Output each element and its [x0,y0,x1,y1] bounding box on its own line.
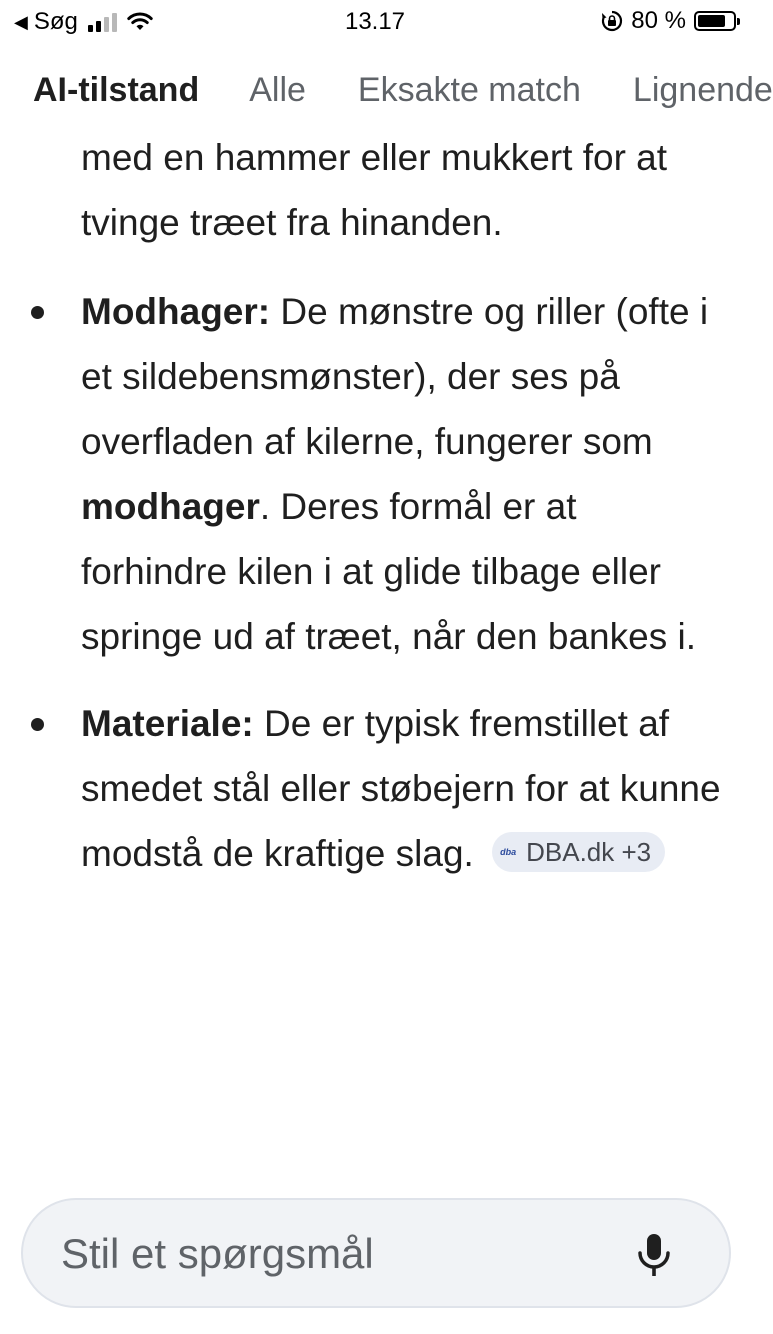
source-chip[interactable] [492,832,665,872]
answer-paragraph: med en hammer eller mukkert for at tvinge træet fra hinanden. [81,137,668,243]
source-chip-label: DBA.dk +3 [526,837,652,868]
list-item [0,279,750,669]
dba-logo-icon: dba [500,846,517,857]
clock: 13.17 [344,8,406,35]
back-label: Søg [33,8,78,35]
microphone-icon[interactable] [637,1233,671,1277]
bullet-text: De mønstre og riller (ofte i et sildebensmønster), der ses på overfladen af kilerne, fungerer som [81,291,709,462]
bullet-bold-text: modhager [81,486,260,527]
bullet-dot [31,718,44,731]
status-right [601,7,736,35]
list-item [0,691,750,886]
bullet-text: . Deres formål er at forhindre kilen i at glide tilbage eller springe ud af træet, når den bankes i. [81,486,696,657]
status-bar [0,0,750,40]
ask-bar [21,1198,731,1308]
bullet-term: Materiale: [81,703,254,744]
ai-answer [0,125,750,908]
tab-exact-match[interactable]: Eksakte match [357,70,581,109]
tab-ai-mode[interactable]: AI-tilstand [33,70,200,109]
battery-percent: 80 % [631,7,686,34]
battery-fill [698,15,725,27]
bullet-text: De er typisk fremstillet af smedet stål eller støbejern for at kunne modstå de kraftige slag. [81,703,721,874]
bullet-term: Modhager: [81,291,271,332]
tab-similar[interactable]: Lignende [632,70,773,109]
answer-bullet-list [0,279,750,886]
ask-input[interactable] [61,1224,621,1284]
battery-icon [694,11,736,31]
bullet-dot [31,306,44,319]
back-arrow-icon: ◀ [14,11,28,32]
rotation-lock-icon [601,10,623,32]
tab-all[interactable]: Alle [249,70,306,109]
search-mode-tabs [0,62,773,118]
